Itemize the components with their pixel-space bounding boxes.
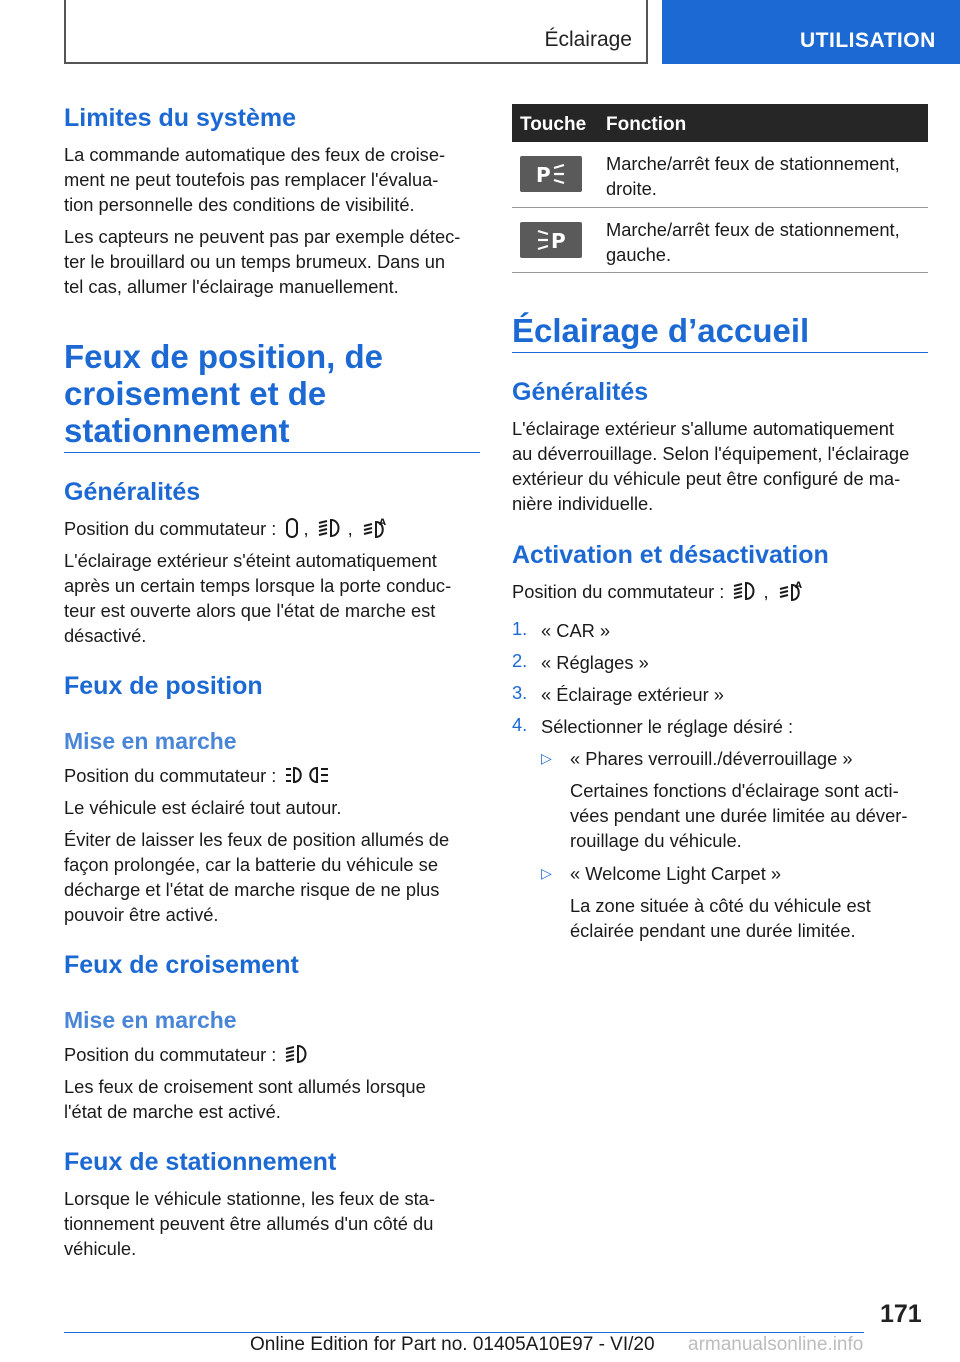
col-key-header: Touche	[520, 114, 587, 135]
header-section-box	[64, 0, 648, 64]
page-number: 171	[880, 1300, 922, 1328]
table-header	[512, 104, 928, 142]
row-text: Marche/arrêt feux de stationnement, gauche.	[606, 219, 900, 265]
limits-paragraph-2: Les capteurs ne peuvent pas par exemple détec- ter le brouillard ou un temps brumeux. Dans un tel cas, allumer l'éclairage manuellement.	[64, 226, 461, 297]
svg-text:A: A	[378, 518, 386, 528]
stationnement-paragraph: Lorsque le véhicule stationne, les feux de sta- tionnement peuvent être allumés d'un côté du véhicule.	[64, 1188, 435, 1259]
position-subheading: Mise en marche	[64, 728, 237, 754]
switch-label: Position du commutateur :	[64, 1044, 277, 1065]
parking-light-table	[512, 104, 928, 273]
row-text: Marche/arrêt feux de stationnement, droite.	[606, 153, 900, 199]
section-title: Éclairage	[544, 28, 632, 51]
low-beam-icon	[317, 517, 345, 539]
option-description: Certaines fonctions d'éclairage sont acti- vées pendant une durée limitée au déver- rouillage du véhicule.	[570, 780, 908, 851]
generalites-heading: Généralités	[64, 478, 201, 506]
step-text: « CAR »	[541, 620, 611, 641]
switch-off-icon	[284, 517, 300, 539]
parking-light-right-icon	[520, 156, 582, 192]
switch-label: Position du commutateur :	[64, 518, 277, 539]
option-description: La zone située à côté du véhicule est éclairée pendant une durée limitée.	[570, 895, 871, 941]
edition-line: Online Edition for Part no. 01405A10E97 - VI/20	[250, 1334, 655, 1355]
switch-label: Position du commutateur :	[512, 581, 725, 602]
accueil-heading: Éclairage d’accueil	[512, 312, 810, 349]
limits-paragraph-1: La commande automatique des feux de croise- ment ne peut toutefois pas remplacer l'évalua- tion personnelle des conditions de visibilité.	[64, 144, 446, 215]
generalites-switch-line: Position du commutateur : , , A	[64, 516, 392, 541]
generalites-paragraph: L'éclairage extérieur s'allume automatiquement au déverrouillage. Selon l'équipement, l'éclairage extérieur du véhicule peut être configuré de ma- nière individuelle.	[512, 418, 910, 514]
croisement-switch-line	[64, 1042, 315, 1067]
step-number: 1.	[512, 618, 528, 639]
table-row	[512, 142, 928, 208]
chapter-label: UTILISATION	[800, 29, 936, 52]
section-rule	[64, 452, 480, 453]
position-switch-line	[64, 763, 335, 788]
step-text: « Réglages »	[541, 652, 649, 673]
generalites-heading: Généralités	[512, 378, 649, 406]
table-row	[512, 208, 928, 273]
chapter-tab	[662, 0, 960, 64]
step-number: 4.	[512, 714, 528, 735]
croisement-paragraph: Les feux de croisement sont allumés lorsque l'état de marche est activé.	[64, 1076, 426, 1122]
parking-light-left-icon	[520, 222, 582, 258]
section-rule	[512, 352, 928, 353]
step-text: Sélectionner le réglage désiré :	[541, 716, 794, 737]
stationnement-heading: Feux de stationnement	[64, 1148, 337, 1176]
step-number: 2.	[512, 650, 528, 671]
low-beam-icon	[284, 1043, 312, 1065]
generalites-paragraph: L'éclairage extérieur s'éteint automatiquement après un certain temps lorsque la porte conduc- teur est ouverte alors que l'état de marche est désactivé.	[64, 550, 452, 646]
position-heading: Feux de position	[64, 672, 263, 700]
option-label: « Phares verrouill./déverrouillage »	[570, 748, 853, 769]
croisement-heading: Feux de croisement	[64, 951, 299, 979]
col-function-header: Fonction	[606, 114, 687, 135]
svg-text:P: P	[551, 229, 566, 253]
svg-text:P: P	[536, 163, 551, 187]
switch-label: Position du commutateur :	[64, 765, 277, 786]
activation-heading: Activation et désactivation	[512, 541, 829, 569]
activation-switch-line: Position du commutateur : , A	[512, 579, 808, 604]
position-paragraph-1: Le véhicule est éclairé tout autour.	[64, 797, 342, 818]
svg-text:A: A	[794, 581, 802, 591]
step-text: « Éclairage extérieur »	[541, 684, 724, 705]
feux-heading: Feux de position, de croisement et de stationnement	[64, 338, 384, 449]
watermark: armanualsonline.info	[688, 1334, 864, 1355]
auto-light-icon	[361, 517, 389, 539]
step-number: 3.	[512, 682, 528, 703]
position-light-icon	[284, 764, 332, 786]
limits-heading: Limites du système	[64, 104, 297, 132]
low-beam-icon	[732, 580, 760, 602]
bullet-icon: ▷	[541, 865, 552, 881]
auto-light-icon	[777, 580, 805, 602]
bullet-icon: ▷	[541, 750, 552, 766]
position-paragraph-2: Éviter de laisser les feux de position allumés de façon prolongée, car la batterie du véhicule se décharge et l'état de marche risque de ne plus pouvoir être activé.	[64, 829, 450, 925]
footer-rule	[64, 1332, 864, 1333]
option-label: « Welcome Light Carpet »	[570, 863, 782, 884]
croisement-subheading: Mise en marche	[64, 1007, 237, 1033]
